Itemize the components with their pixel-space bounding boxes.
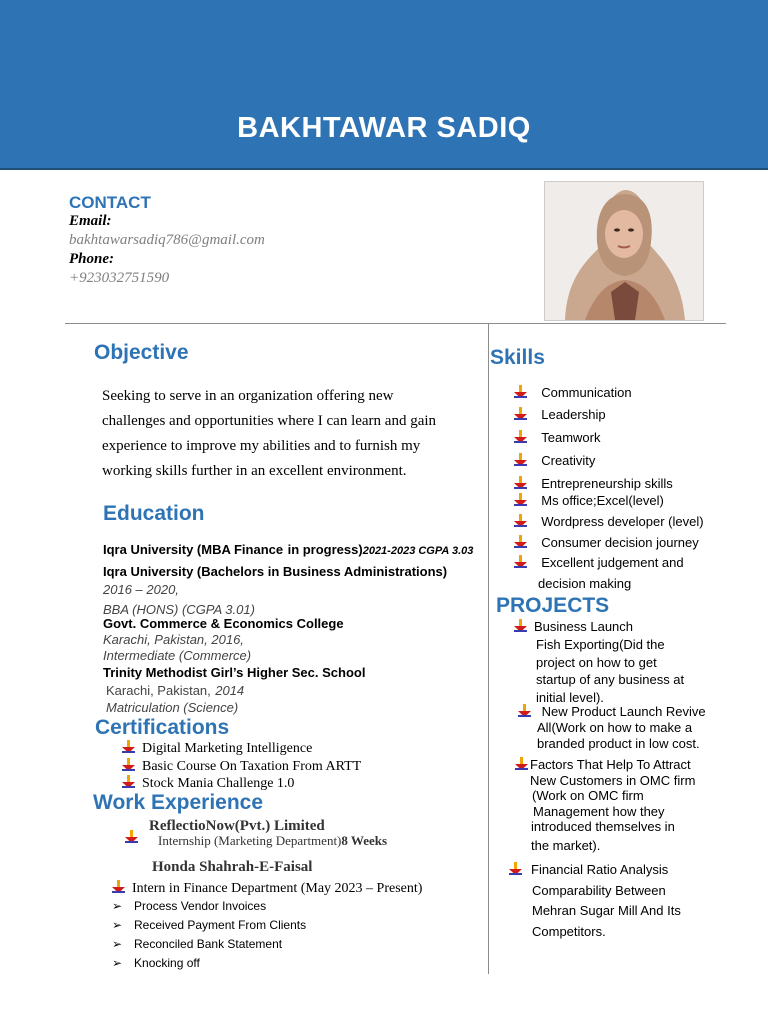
skill-name: Communication: [541, 385, 632, 400]
objective-text: [102, 384, 452, 484]
project-title: Business Launch: [534, 619, 634, 634]
project-title: Financial Ratio Analysis: [531, 862, 669, 877]
list-item: [112, 897, 306, 916]
education-heading: Education: [103, 502, 205, 525]
project-line: Mehran Sugar Mill And Its: [532, 903, 681, 918]
list-item: [514, 514, 704, 535]
project-line: Competitors.: [532, 923, 606, 939]
education-institution: Iqra University (Bachelors in Business Administrations): [103, 564, 448, 579]
education-place: Karachi, Pakistan,: [106, 683, 211, 698]
project-description: [536, 636, 684, 706]
list-item: [514, 385, 704, 407]
arrow-bullet-icon: [122, 775, 136, 789]
arrow-bullet-icon: [518, 704, 532, 718]
job-company: Honda Shahrah-E-Faisal: [152, 859, 313, 875]
objective-line: working skills further in an excellent environment.: [102, 463, 407, 479]
arrow-bullet-icon: [112, 880, 126, 894]
education-institution: Govt. Commerce & Economics College: [103, 616, 344, 631]
company-suffix: (Pvt.) Limited: [234, 818, 325, 834]
education-years: 2016 – 2020,: [103, 582, 179, 597]
certification-name: Stock Mania Challenge 1.0: [142, 776, 295, 791]
section-divider-horizontal: [65, 323, 726, 324]
arrow-bullet-icon: [514, 514, 528, 528]
project-item: [514, 619, 633, 634]
project-line: All(Work on how to make a: [537, 720, 693, 735]
arrow-bullet-icon: [509, 862, 523, 876]
project-item: [518, 704, 706, 752]
phone-label: Phone:: [69, 251, 114, 267]
skill-name: decision making: [538, 576, 632, 591]
arrow-bullet-icon: [514, 493, 528, 507]
task-text: Received Payment From Clients: [134, 918, 307, 932]
objective-line: Seeking to serve in an organization offering new: [102, 388, 394, 404]
arrow-bullet-icon: [514, 430, 528, 444]
job-duration: 8 Weeks: [341, 833, 388, 848]
skill-name: Ms office;Excel(level): [541, 493, 664, 508]
project-line: (Work on OMC firm: [532, 788, 644, 803]
arrow-bullet-icon: [514, 535, 528, 549]
arrow-bullet-icon: [514, 453, 528, 467]
list-item: [112, 954, 306, 973]
skill-name: Entrepreneurship skills: [541, 476, 673, 491]
certification-name: Basic Course On Taxation From ARTT: [142, 758, 362, 774]
job-role-row: [112, 880, 422, 897]
project-item: [509, 860, 681, 942]
project-title: New Product Launch Revive: [541, 704, 706, 719]
arrow-bullet-icon: [122, 758, 136, 772]
project-line: initial level).: [536, 689, 604, 705]
company-name: ReflectioNow: [149, 818, 235, 834]
skill-name: Excellent judgement and: [541, 555, 684, 570]
education-status: in progress): [287, 542, 363, 557]
education-institution: Trinity Methodist Girl’s Higher Sec. School: [103, 665, 366, 680]
project-line: project on how to get: [536, 654, 657, 670]
chevron-right-icon: ➢: [112, 956, 123, 970]
projects-heading: PROJECTS: [496, 594, 610, 617]
project-line: introduced themselves in: [531, 819, 675, 834]
skill-name: Teamwork: [541, 430, 601, 445]
list-item: [514, 453, 704, 476]
list-item: [514, 476, 704, 493]
education-degree: Intermediate (Commerce): [103, 648, 252, 663]
project-line: the market).: [531, 837, 601, 853]
education-year: 2014: [215, 683, 245, 698]
education-degree: Matriculation (Science): [106, 700, 239, 715]
education-entry-mba: [103, 541, 473, 559]
project-line: [518, 704, 706, 720]
objective-line: challenges and opportunities where I can learn and gain: [102, 413, 437, 429]
education-institution: Iqra University (MBA Finance: [103, 542, 284, 557]
work-experience-heading: Work Experience: [93, 791, 264, 814]
job-role: Internship (Marketing Department): [158, 833, 342, 848]
certification-name: Digital Marketing Intelligence: [142, 741, 313, 756]
job-role-row: [158, 833, 387, 849]
project-item: [515, 757, 695, 853]
list-item: [514, 407, 704, 430]
list-item: [514, 555, 704, 576]
education-place: Karachi, Pakistan, 2016,: [103, 632, 244, 647]
arrow-bullet-icon: [514, 407, 528, 421]
education-degree: BBA (HONS) (CGPA 3.01): [103, 602, 255, 617]
email-value[interactable]: bakhtawarsadiq786@gmail.com: [69, 232, 265, 248]
section-divider-vertical: [488, 324, 489, 974]
list-item: [112, 916, 306, 935]
candidate-name: BAKHTAWAR SADIQ: [237, 112, 531, 144]
chevron-right-icon: ➢: [112, 937, 123, 951]
list-item: [122, 740, 361, 758]
chevron-right-icon: ➢: [112, 918, 123, 932]
arrow-bullet-icon: [514, 619, 528, 633]
skills-heading: Skills: [490, 346, 545, 369]
task-text: Process Vendor Invoices: [134, 899, 267, 913]
arrow-bullet-icon: [514, 476, 528, 490]
project-line: [515, 757, 695, 773]
profile-photo: [544, 181, 704, 321]
education-place-row: [106, 682, 244, 700]
skill-name: Leadership: [541, 407, 606, 422]
task-text: Reconciled Bank Statement: [134, 937, 283, 951]
project-line: [509, 860, 681, 881]
objective-heading: Objective: [94, 341, 189, 364]
list-item: [122, 758, 361, 776]
arrow-bullet-icon: [514, 555, 528, 569]
header-banner: [0, 0, 768, 170]
objective-line: experience to improve my abilities and to furnish my: [102, 438, 421, 454]
certifications-heading: Certifications: [95, 716, 230, 739]
portrait-image: [545, 182, 703, 320]
email-label: Email:: [69, 213, 112, 229]
project-line: Fish Exporting(Did the: [536, 637, 665, 652]
list-item: [514, 493, 704, 514]
skills-list: [514, 385, 704, 598]
task-list: [112, 897, 306, 973]
contact-heading: CONTACT: [69, 193, 151, 212]
task-text: Knocking off: [134, 956, 200, 970]
list-item: [112, 935, 306, 954]
arrow-bullet-icon: [122, 740, 136, 754]
project-line: startup of any business at: [536, 672, 685, 687]
project-line: New Customers in OMC firm: [530, 772, 696, 788]
job-role: Intern in Finance Department (May 2023 – Present): [132, 881, 423, 896]
chevron-right-icon: ➢: [112, 899, 123, 913]
skill-name: Creativity: [541, 453, 596, 468]
list-item: [122, 775, 361, 793]
project-line: Management how they: [533, 803, 665, 819]
list-item: [514, 535, 704, 555]
arrow-bullet-icon: [125, 830, 139, 844]
arrow-bullet-icon: [515, 757, 529, 771]
skill-name: Consumer decision journey: [541, 535, 699, 550]
phone-value: +923032751590: [69, 270, 170, 286]
project-line: Comparability Between: [532, 882, 666, 898]
skill-name: Wordpress developer (level): [541, 514, 704, 529]
project-line: branded product in low cost.: [537, 736, 700, 751]
education-years: 2021-2023 CGPA 3.03: [362, 545, 474, 557]
list-item: [514, 430, 704, 453]
certifications-list: [122, 740, 361, 793]
arrow-bullet-icon: [514, 385, 528, 399]
project-title: Factors That Help To Attract: [530, 757, 691, 772]
